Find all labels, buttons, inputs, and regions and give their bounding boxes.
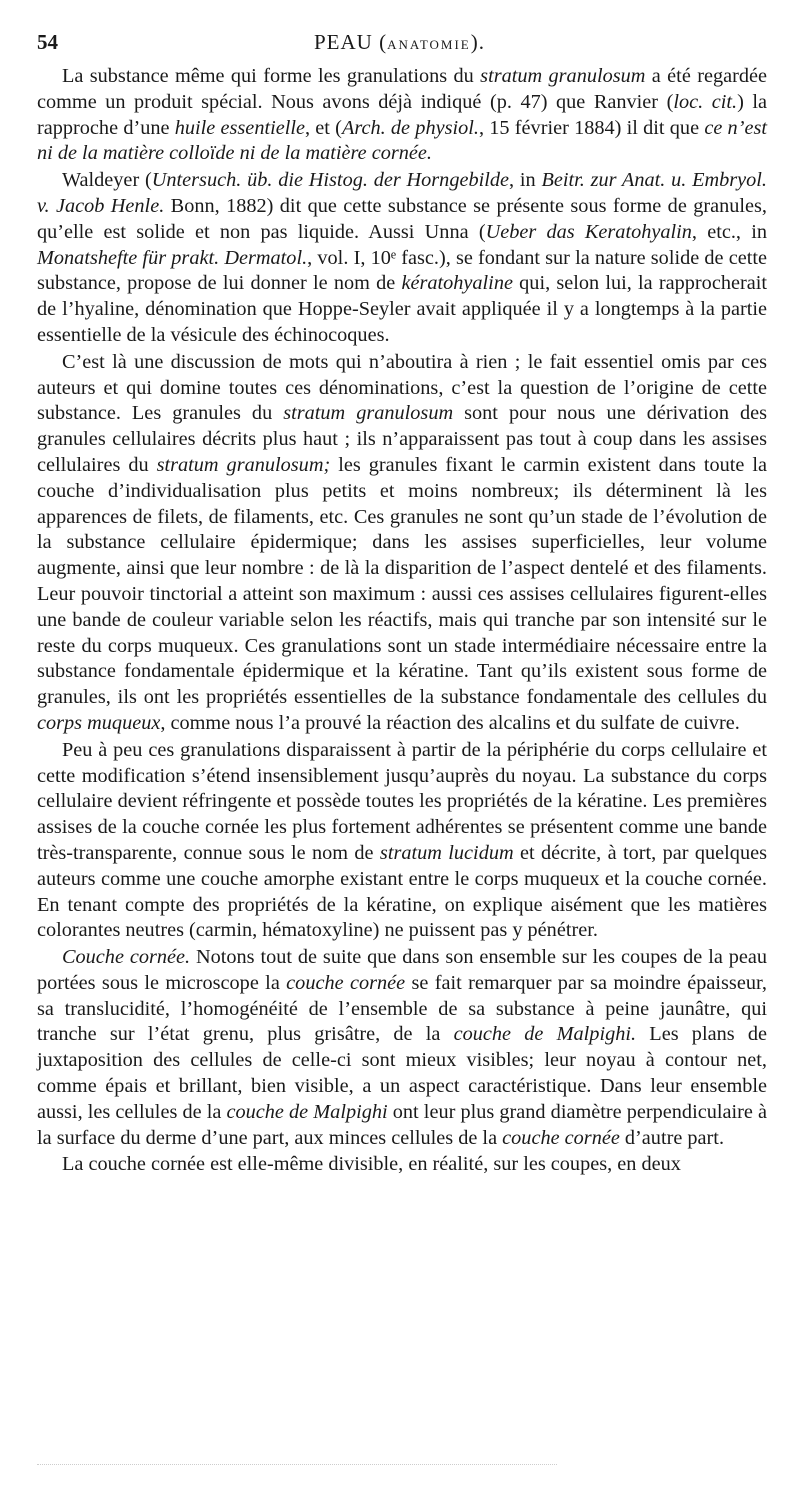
italic-text: stratum granulosum — [480, 65, 646, 87]
text-run: se fait remarquer par sa moindre épaisseur, sa translucidité, l’homogénéité de l’ensemble de sa substance à peine jaunâtre, qui tranche sur l’état grenu, plus grisâtre, de la — [37, 971, 767, 1046]
text-run: et décrite, à tort, par quelques auteurs comme une couche amorphe existant entre le corps muqueux et la couche cornée. En tenant compte des propriétés de la kératine, on explique aisément que les matières colorantes neutres (carmin, hématoxyline) ne puissent pas y pénétrer. — [37, 841, 767, 942]
text-run: La substance même qui forme les granulations du — [62, 65, 481, 87]
text-run: Peu à peu ces granulations disparaissent à partir de la périphérie du corps cellulaire et cette modification s’étend insensiblement jusqu’auprès du noyau. La substance du corps cellulaire devient réfringente et possède toutes les propriétés de la kératine. Les premières assises de la couche cornée les plus fortement adhérentes se présentent comme une bande très-transparente, connue sous le nom de — [37, 738, 767, 864]
italic-text: stratum lucidum — [379, 841, 514, 864]
italic-text: stratum granulosum — [283, 402, 454, 425]
italic-text: stratum granulosum; — [156, 453, 331, 476]
paragraph — [37, 168, 767, 349]
italic-text: Untersuch. üb. die Histog. der Horngebilde — [151, 169, 510, 192]
text-run: Les plans de juxtaposition des cellules de celle-ci sont mieux visibles; leur noyau à contour net, comme épais et brillant, bien visible, a un aspect caractéristique. Dans leur ensemble aussi, les cellules de la — [37, 1023, 767, 1123]
running-head-section: ANATOMIE — [387, 37, 471, 52]
text-run: , comme nous l’a prouvé la réaction des alcalins et du sulfate de cuivre. — [160, 711, 740, 734]
text-run: , etc., in — [691, 220, 767, 243]
italic-text: couche cornée — [502, 1126, 620, 1149]
text-run: , 15 février 1884) il dit que — [478, 116, 705, 139]
text-run: Notons tout de suite que dans son ensemble sur les coupes de la peau portées sous le microscope la — [37, 946, 767, 994]
body-text — [37, 64, 767, 1178]
italic-text: Couche cornée. — [62, 946, 191, 969]
text-run: Bonn, 1882) dit que cette substance se présente sous forme de granules, qu’elle est solide et non pas liquide. Aussi Unna ( — [37, 194, 767, 243]
paragraph — [37, 1152, 767, 1178]
running-head: PEAU (ANATOMIE). — [314, 30, 485, 54]
italic-text: ce n’est ni de la matière colloïde ni de la matière cornée. — [37, 116, 767, 165]
italic-text: corps muqueux — [37, 711, 161, 734]
text-run: C’est là une discussion de mots qui n’aboutira à rien ; le fait essentiel omis par ces auteurs et qui domine toutes ces dénominations, c’est la question de l’origine de cette substance. Les granules du — [37, 350, 767, 425]
text-run: sont pour nous une dérivation des granules cellulaires décrits plus haut ; ils n’apparaissent pas tout à coup dans les assises cellulaires du — [37, 402, 767, 476]
text-run: qui, selon lui, la rapprocherait de l’hyaline, dénomination que Hoppe-Seyler avait appliquée il y a longtemps à la partie essentielle de la vésicule des échinocoques. — [37, 272, 767, 346]
text-run: La couche cornée est elle-même divisible, en réalité, sur les coupes, en deux — [62, 1153, 681, 1176]
paragraph — [37, 945, 767, 1151]
page-header — [37, 30, 767, 64]
text-run: a été regardée comme un produit spécial. Nous avons déjà indiqué (p. 47) que Ranvier ( — [37, 65, 767, 113]
paragraph — [37, 350, 767, 737]
paragraph — [37, 738, 767, 944]
italic-text: Monatshefte für prakt. Dermatol. — [37, 246, 308, 269]
text-run: les granules fixant le carmin existent dans toute la couche d’individualisation plus petits et moins nombreux; ils déterminent là les apparences de filets, de filaments, etc. Ces granules ne sont qu’un stade de l’évolution de la substance cellulaire épidermique; dans les assises superficielles, leur volume augmente, ainsi que leur nombre : de là la disparition de l’aspect dentelé et des filaments. Leur pouvoir tinctorial a atteint son maximum : aussi ces assises cellulaires figurent-elles une bande de couleur variable selon les réactifs, mais qui tranche par son intensité sur le reste du corps muqueux. Ces granulations sont un stade intermédiaire nécessaire entre la substance fondamentale épidermique et la kératine. Tant qu’ils existent sous forme de granules, ils ont les propriétés essentielles de la substance fondamentale des cellules du — [37, 453, 768, 709]
text-run: ) la rapproche d’une — [37, 90, 768, 139]
text-run: , in — [509, 169, 542, 192]
paragraph — [37, 64, 767, 167]
page-edge-specks — [37, 1464, 557, 1469]
italic-text: Arch. de physiol. — [341, 116, 479, 139]
italic-text: couche de Malpighi. — [453, 1023, 637, 1046]
book-page — [37, 30, 767, 1178]
page-number: 54 — [37, 30, 58, 54]
italic-text: Beitr. zur Anat. u. Embryol. v. Jacob Henle. — [37, 169, 767, 217]
italic-text: couche cornée — [286, 971, 406, 994]
text-run: , vol. I, 10ᵉ fasc.), se fondant sur la nature solide de cette substance, propose de lui donner le nom de — [37, 246, 768, 295]
text-run: Waldeyer ( — [62, 169, 152, 192]
italic-text: loc. cit. — [673, 90, 738, 113]
text-run: , et ( — [305, 116, 342, 139]
italic-text: couche de Malpighi — [226, 1100, 388, 1123]
italic-text: Ueber das Keratohyalin — [485, 220, 692, 243]
text-run: ont leur plus grand diamètre perpendiculaire à la surface du derme d’une part, aux minces cellules de la — [37, 1100, 767, 1149]
running-head-main: PEAU — [314, 30, 373, 54]
italic-text: huile essentielle — [174, 116, 305, 139]
text-run: d’autre part. — [619, 1126, 725, 1149]
italic-text: kératohyaline — [401, 272, 513, 295]
